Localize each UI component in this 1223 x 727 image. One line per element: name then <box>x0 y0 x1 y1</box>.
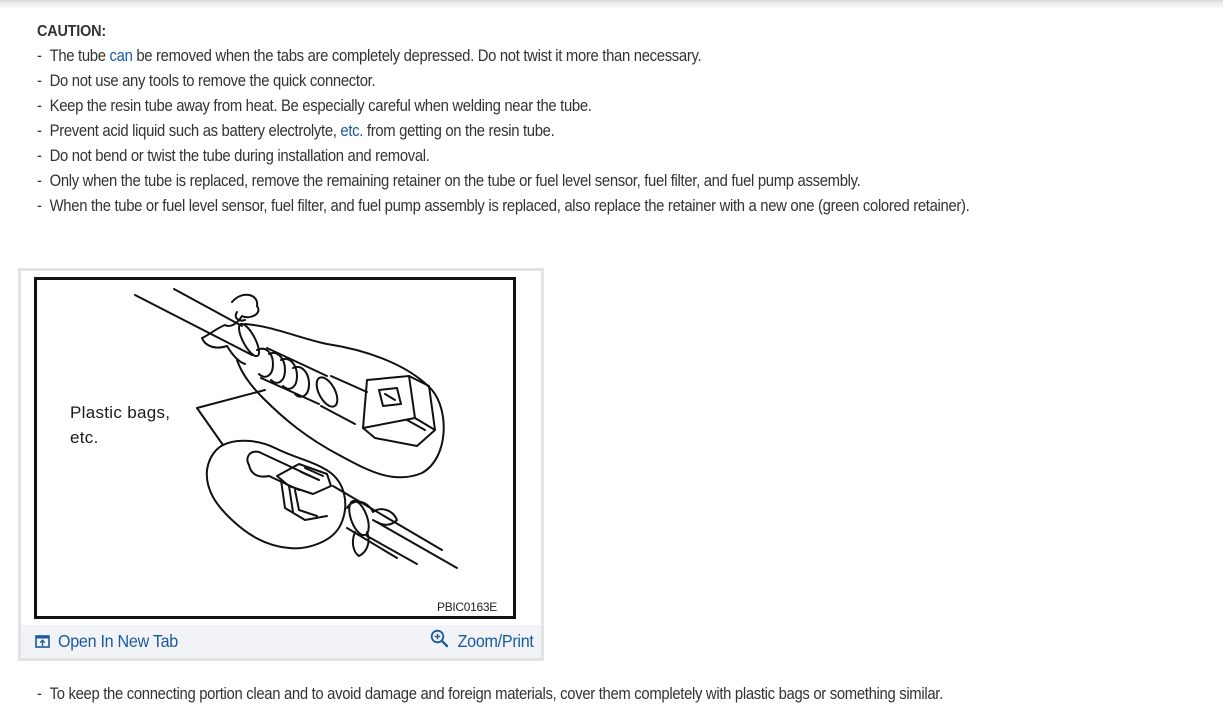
caution-item <box>37 94 1099 119</box>
bottom-note <box>37 682 943 707</box>
caution-item <box>37 69 1099 94</box>
caution-item <box>37 169 1099 194</box>
caution-text: Do not use any tools to remove the quick connector. <box>49 72 376 90</box>
bullet-dash: - <box>37 72 42 90</box>
figure-illustration[interactable] <box>34 277 516 619</box>
caution-text: When the tube or fuel level sensor, fuel filter, and fuel pump assembly is replaced, also replace the retainer with a new one (green colored retainer). <box>49 197 970 215</box>
zoom-print-link[interactable] <box>430 631 534 652</box>
bullet-dash: - <box>37 197 42 215</box>
caution-text: Prevent acid liquid such as battery electrolyte, <box>49 122 341 140</box>
figure-card <box>18 268 544 661</box>
figure-footer <box>21 625 541 658</box>
caution-item <box>37 144 1099 169</box>
callout-line-1: Plastic bags, <box>70 403 171 422</box>
caution-item <box>37 119 1099 144</box>
caution-section <box>37 20 1217 219</box>
figure-callout-label <box>70 400 170 450</box>
open-new-tab-link[interactable] <box>35 631 188 652</box>
bullet-dash: - <box>37 122 42 140</box>
open-new-tab-label: Open In New Tab <box>58 631 178 651</box>
figure-code: PBIC0163E <box>436 600 497 614</box>
caution-list <box>37 44 1217 219</box>
caution-text: Do not bend or twist the tube during installation and removal. <box>49 147 430 165</box>
bullet-dash: - <box>37 147 42 165</box>
top-shadow <box>0 0 1223 10</box>
caution-text: Keep the resin tube away from heat. Be especially careful when welding near the tube. <box>49 97 592 115</box>
caution-text: The tube <box>49 47 110 65</box>
bullet-dash: - <box>37 172 42 190</box>
caution-item <box>37 194 1099 219</box>
zoom-print-label: Zoom/Print <box>458 631 534 651</box>
caution-text: Only when the tube is replaced, remove the remaining retainer on the tube or fuel level sensor, fuel filter, and fuel pump assembly. <box>49 172 861 190</box>
bullet-dash: - <box>37 47 42 65</box>
bullet-dash: - <box>37 97 42 115</box>
caution-text: be removed when the tabs are completely depressed. Do not twist it more than necessary. <box>132 47 702 65</box>
glossary-link-etc[interactable]: etc. <box>340 122 364 140</box>
caution-item <box>37 44 1099 69</box>
bottom-note-text: To keep the connecting portion clean and to avoid damage and foreign materials, cover them completely with plastic bags or something similar. <box>49 685 943 703</box>
glossary-link-can[interactable]: can <box>109 47 133 65</box>
bullet-dash: - <box>37 685 42 703</box>
caution-text: from getting on the resin tube. <box>363 122 555 140</box>
callout-line-2: etc. <box>70 428 99 447</box>
open-new-tab-icon <box>35 635 50 648</box>
zoom-in-icon <box>430 629 449 648</box>
caution-title: CAUTION: <box>37 23 106 40</box>
